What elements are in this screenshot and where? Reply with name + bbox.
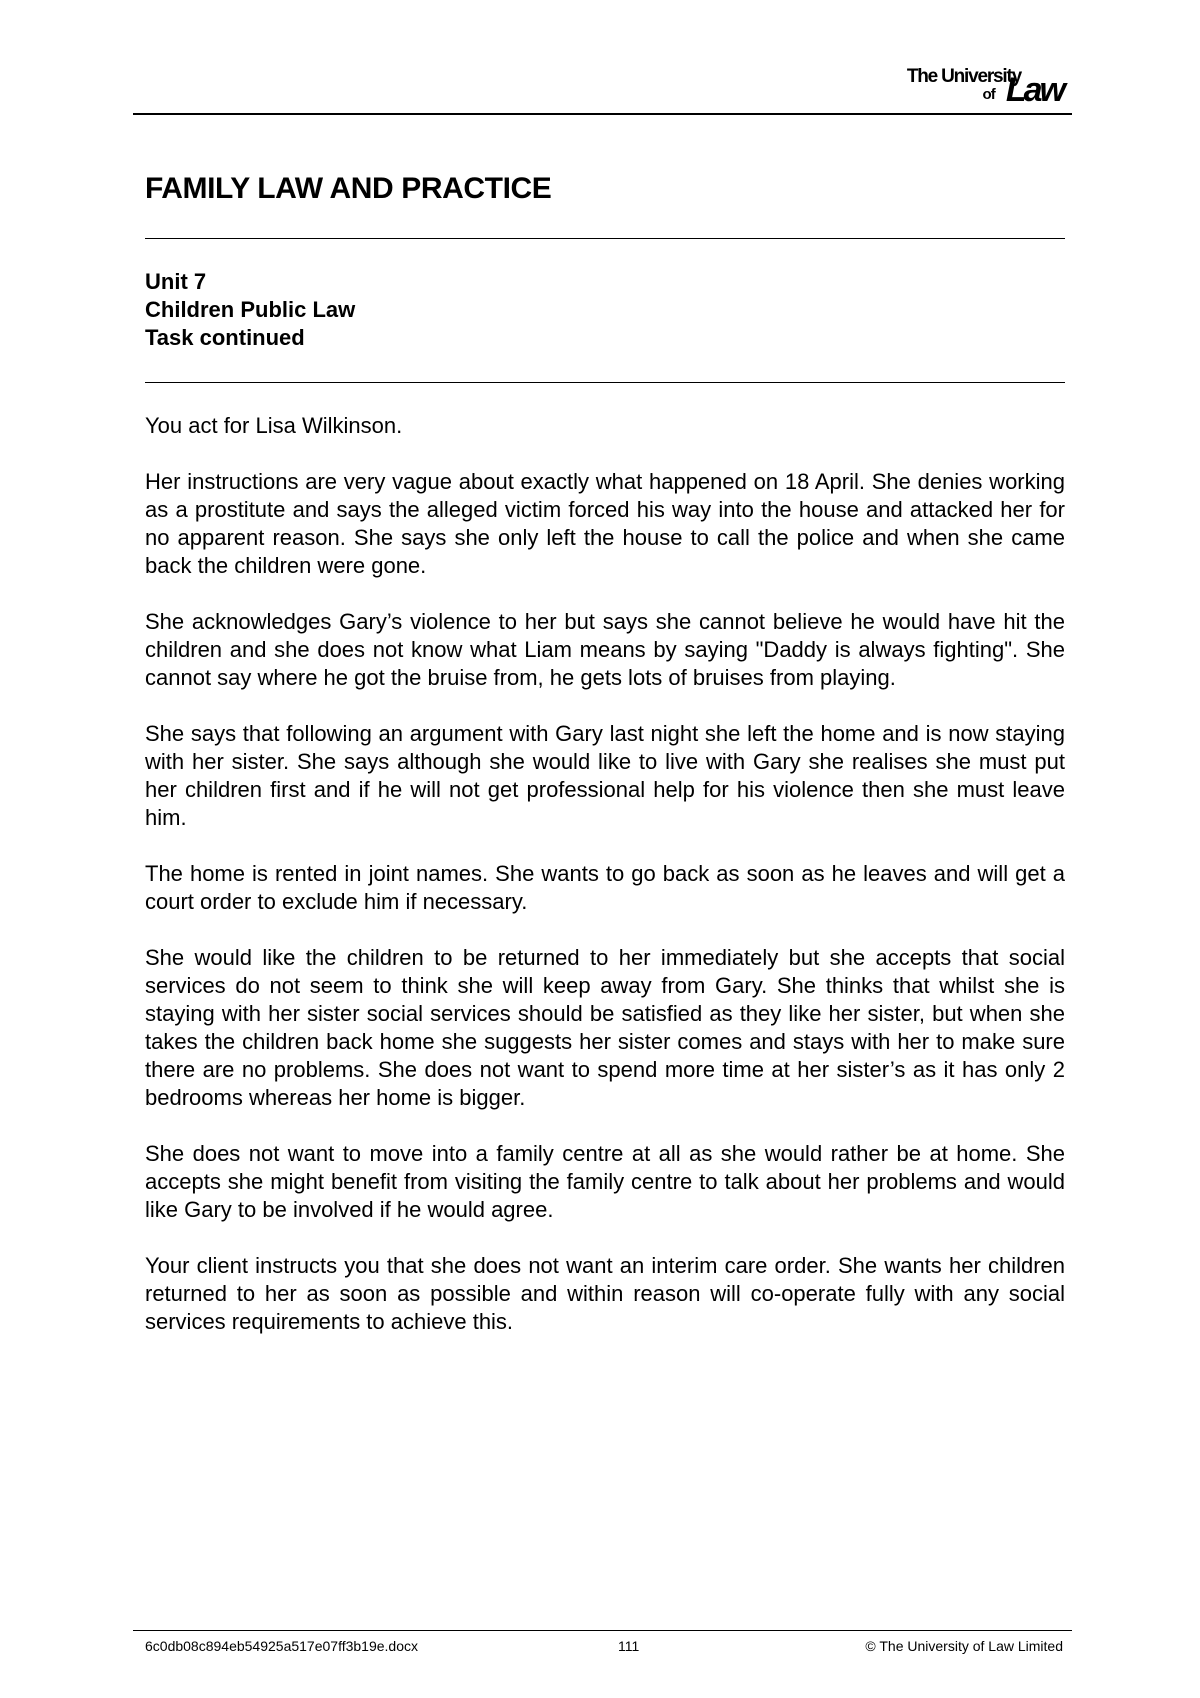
body-paragraph: She would like the children to be returned to her immediately but she accepts that social services do not seem to think she will keep away from Gary. She thinks that whilst she is staying with her sister social services should be satisfied as they like her sister, but when she takes the children back home she suggests her sister comes and stays with her to make sure there are no problems. She does not want to spend more time at her sister’s as it has only 2 bedrooms whereas her home is bigger.	[145, 945, 1065, 1110]
body-paragraph: You act for Lisa Wilkinson.	[145, 413, 403, 438]
body-paragraph: She acknowledges Gary’s violence to her but says she cannot believe he would have hit the children and she does not know what Liam means by saying "Daddy is always fighting". She cannot say where he got the bruise from, he gets lots of bruises from playing.	[145, 609, 1065, 690]
unit-number: Unit 7	[145, 269, 207, 294]
body-paragraph: She says that following an argument with Gary last night she left the home and is now staying with her sister. She says although she would like to live with Gary she realises she must put her children first and if he will not get professional help for his violence then she must leave him.	[145, 721, 1065, 830]
body-paragraph: The home is rented in joint names. She wants to go back as soon as he leaves and will get a court order to exclude him if necessary.	[145, 861, 1065, 914]
body-paragraph: Her instructions are very vague about exactly what happened on 18 April. She denies working as a prostitute and says the alleged victim forced his way into the house and attacked her for no apparent reason. She says she only left the house to call the police and when she came back the children were gone.	[145, 469, 1065, 578]
document-title: FAMILY LAW AND PRACTICE	[145, 172, 552, 205]
footer-copyright: © The University of Law Limited	[865, 1638, 1063, 1654]
unit-heading-block	[145, 268, 355, 352]
header-divider	[133, 113, 1072, 115]
body-paragraph: She does not want to move into a family centre at all as she would rather be at home. She accepts she might benefit from visiting the family centre to talk about her problems and would like Gary to be involved if he would agree.	[145, 1141, 1065, 1222]
body-paragraph: Your client instructs you that she does not want an interim care order. She wants her children returned to her as soon as possible and within reason will co-operate fully with any social services requirements to achieve this.	[145, 1253, 1065, 1334]
footer-page-number: 111	[618, 1638, 640, 1654]
document-body	[145, 412, 1065, 1364]
logo-line-1: The University	[906, 66, 1021, 87]
unit-subject: Children Public Law	[145, 297, 356, 322]
logo-line-2: of	[982, 86, 995, 103]
heading-divider	[145, 382, 1065, 383]
logo-line-3: Law	[1005, 71, 1063, 109]
footer-filename: 6c0db08c894eb54925a517e07ff3b19e.docx	[145, 1638, 418, 1654]
title-divider	[145, 238, 1065, 239]
section-label: Task continued	[145, 325, 305, 350]
university-logo	[843, 62, 1063, 108]
footer-divider	[133, 1630, 1072, 1631]
